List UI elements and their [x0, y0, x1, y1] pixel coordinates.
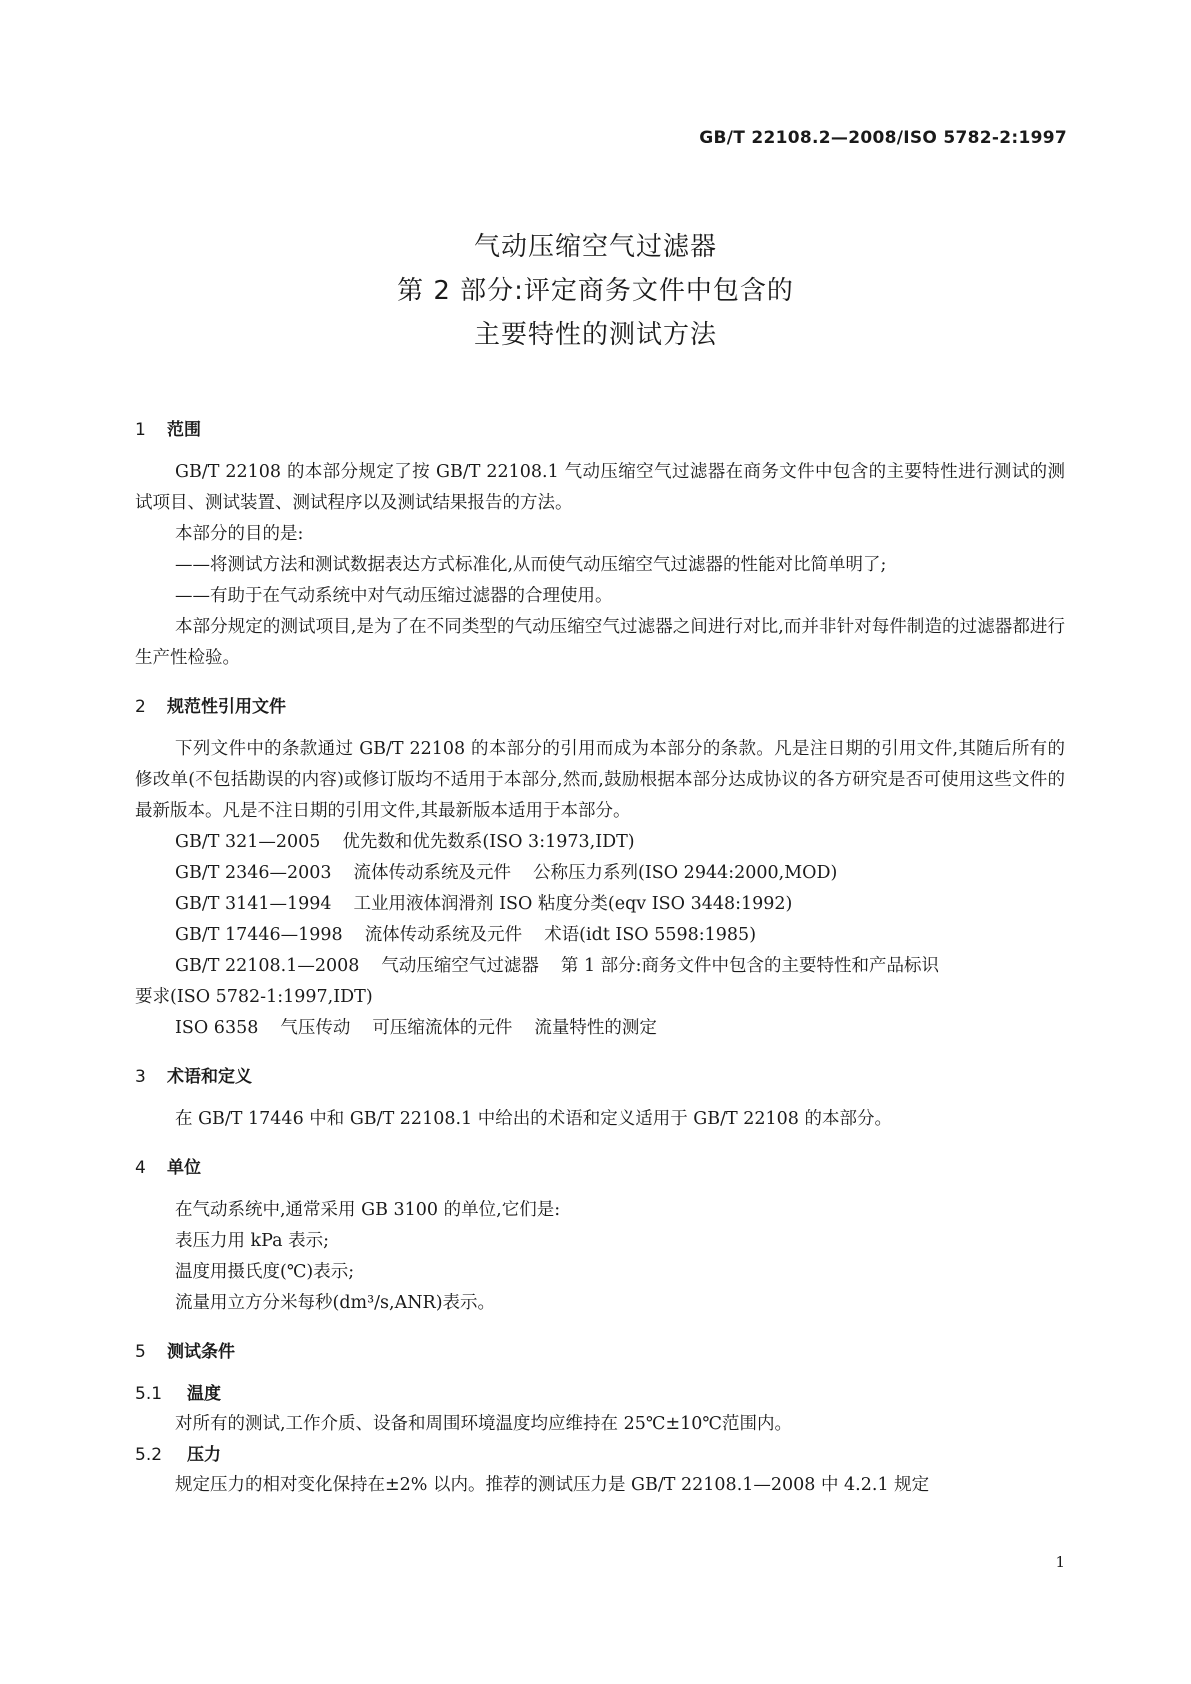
section-5-heading: [135, 1337, 1065, 1367]
section-title: 单位: [167, 1158, 201, 1178]
section-number: 2: [135, 697, 146, 717]
list-item: ——有助于在气动系统中对气动压缩过滤器的合理使用。: [175, 586, 613, 606]
section-number: 3: [135, 1067, 146, 1087]
section-title: 范围: [167, 420, 201, 440]
reference-title: 流体传动系统及元件: [353, 863, 512, 883]
reference-item: [135, 951, 1065, 982]
reference-item: [135, 1013, 1065, 1044]
subsection-5-2-heading: [135, 1440, 1065, 1470]
paragraph: 温度用摄氏度(℃)表示;: [175, 1262, 355, 1282]
list-item: ——将测试方法和测试数据表达方式标准化,从而使气动压缩空气过滤器的性能对比简单明了;: [175, 555, 887, 575]
section-title: 测试条件: [167, 1342, 235, 1362]
reference-item: [135, 827, 1065, 858]
subsection-title: 温度: [187, 1384, 221, 1404]
reference-title-part: 术语(idt ISO 5598:1985): [544, 925, 757, 945]
reference-code: ISO 6358: [175, 1018, 259, 1038]
reference-title-part: 第 1 部分:商务文件中包含的主要特性和产品标识: [560, 956, 940, 976]
paragraph: 下列文件中的条款通过 GB/T 22108 的本部分的引用而成为本部分的条款。凡是注日期的引用文件,其随后所有的修改单(不包括勘误的内容)或修订版均不适用于本部分,然而,鼓励根据本部分达成协议的各方研究是否可使用这些文件的最新版本。凡是不注日期的引用文件,其最新版本适用于本部分。: [135, 739, 1065, 821]
reference-title-part: 流量特性的测定: [534, 1018, 657, 1038]
reference-code: GB/T 3141—1994: [175, 894, 332, 914]
reference-code: GB/T 2346—2003: [175, 863, 332, 883]
paragraph: 对所有的测试,工作介质、设备和周围环境温度均应维持在 25℃±10℃范围内。: [175, 1414, 792, 1434]
section-number: 5: [135, 1342, 146, 1362]
title-line-2: 第 2 部分:评定商务文件中包含的: [397, 276, 794, 306]
document-title: [0, 225, 1191, 357]
subsection-number: 5.2: [135, 1445, 163, 1465]
paragraph: 在气动系统中,通常采用 GB 3100 的单位,它们是:: [175, 1200, 561, 1220]
title-line-3: 主要特性的测试方法: [473, 320, 717, 350]
reference-continuation: 要求(ISO 5782-1:1997,IDT): [135, 987, 373, 1007]
page-number: 1: [1055, 1553, 1065, 1571]
reference-code: GB/T 22108.1—2008: [175, 956, 360, 976]
reference-title: 优先数和优先数系(ISO 3:1973,IDT): [342, 832, 635, 852]
reference-code: GB/T 17446—1998: [175, 925, 343, 945]
reference-title: 气压传动: [280, 1018, 351, 1038]
section-2-heading: [135, 692, 1065, 722]
reference-title: 流体传动系统及元件: [364, 925, 523, 945]
reference-title: 工业用液体润滑剂 ISO 粘度分类(eqv ISO 3448:1992): [353, 894, 793, 914]
reference-item: [135, 889, 1065, 920]
document-body: [135, 415, 1065, 1501]
reference-title-part: 公称压力系列(ISO 2944:2000,MOD): [533, 863, 838, 883]
reference-code: GB/T 321—2005: [175, 832, 321, 852]
section-3-heading: [135, 1062, 1065, 1092]
section-number: 1: [135, 420, 146, 440]
paragraph: 本部分的目的是:: [175, 524, 304, 544]
section-1-heading: [135, 415, 1065, 445]
title-line-1: 气动压缩空气过滤器: [473, 232, 717, 262]
section-title: 术语和定义: [167, 1067, 252, 1087]
reference-item: [135, 920, 1065, 951]
subsection-number: 5.1: [135, 1384, 163, 1404]
standard-number: GB/T 22108.2—2008/ISO 5782-2:1997: [699, 128, 1067, 148]
subsection-5-1-heading: [135, 1379, 1065, 1409]
paragraph: 在 GB/T 17446 中和 GB/T 22108.1 中给出的术语和定义适用于 GB/T 22108 的本部分。: [175, 1109, 892, 1129]
section-4-heading: [135, 1153, 1065, 1183]
paragraph: 流量用立方分米每秒(dm³/s,ANR)表示。: [175, 1293, 496, 1313]
reference-title-part: 可压缩流体的元件: [372, 1018, 513, 1038]
paragraph: 本部分规定的测试项目,是为了在不同类型的气动压缩空气过滤器之间进行对比,而并非针对每件制造的过滤器都进行生产性检验。: [135, 617, 1065, 668]
reference-item: [135, 858, 1065, 889]
paragraph: 规定压力的相对变化保持在±2% 以内。推荐的测试压力是 GB/T 22108.1—2008 中 4.2.1 规定: [175, 1475, 930, 1495]
paragraph: GB/T 22108 的本部分规定了按 GB/T 22108.1 气动压缩空气过滤器在商务文件中包含的主要特性进行测试的测试项目、测试装置、测试程序以及测试结果报告的方法。: [135, 462, 1065, 513]
paragraph: 表压力用 kPa 表示;: [175, 1231, 330, 1251]
section-number: 4: [135, 1158, 146, 1178]
reference-title: 气动压缩空气过滤器: [381, 956, 539, 976]
section-title: 规范性引用文件: [167, 697, 286, 717]
subsection-title: 压力: [187, 1445, 221, 1465]
